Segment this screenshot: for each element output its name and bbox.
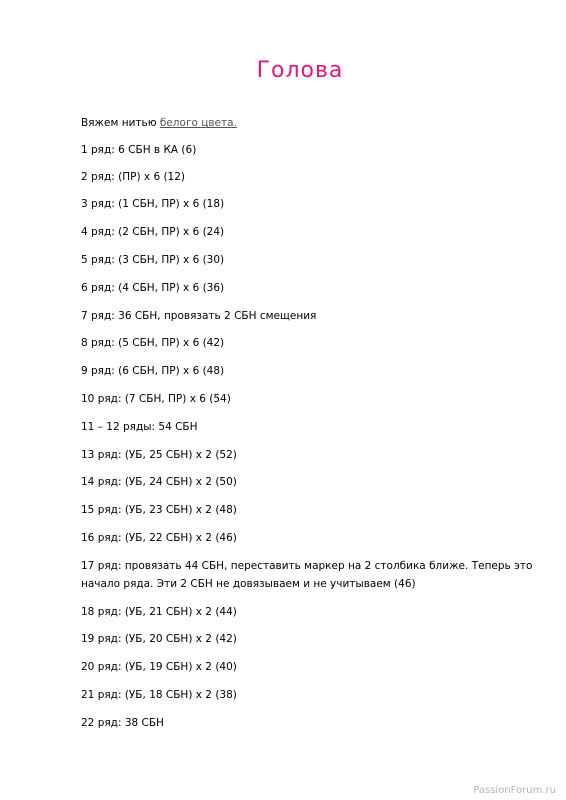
row-20: 20 ряд: (УБ, 19 СБН) х 2 (40): [81, 661, 237, 673]
row-21: 21 ряд: (УБ, 18 СБН) х 2 (38): [81, 689, 237, 701]
intro-line: [81, 114, 531, 132]
page-title: Голова: [256, 58, 344, 83]
row-2: 2 ряд: (ПР) х 6 (12): [81, 171, 186, 183]
row-15: 15 ряд: (УБ, 23 СБН) х 2 (48): [81, 504, 237, 516]
row-19: 19 ряд: (УБ, 20 СБН) х 2 (42): [81, 633, 237, 645]
row-10: 10 ряд: (7 СБН, ПР) х 6 (54): [81, 393, 231, 405]
row-11-12: 11 – 12 ряды: 54 СБН: [81, 421, 198, 433]
row-17-line-2: начало ряда. Эти 2 СБН не довязываем и не учитываем (46): [81, 578, 416, 590]
row-16: 16 ряд: (УБ, 22 СБН) х 2 (46): [81, 532, 237, 544]
row-5: 5 ряд: (3 СБН, ПР) х 6 (30): [81, 254, 225, 266]
row-13: 13 ряд: (УБ, 25 СБН) х 2 (52): [81, 449, 237, 461]
watermark: PassionForum.ru: [473, 785, 556, 796]
row-4: 4 ряд: (2 СБН, ПР) х 6 (24): [81, 226, 225, 238]
row-9: 9 ряд: (6 СБН, ПР) х 6 (48): [81, 365, 225, 377]
row-6: 6 ряд: (4 СБН, ПР) х 6 (36): [81, 282, 225, 294]
row-3: 3 ряд: (1 СБН, ПР) х 6 (18): [81, 198, 225, 210]
row-14: 14 ряд: (УБ, 24 СБН) х 2 (50): [81, 476, 237, 488]
row-18: 18 ряд: (УБ, 21 СБН) х 2 (44): [81, 606, 237, 618]
row-8: 8 ряд: (5 СБН, ПР) х 6 (42): [81, 337, 225, 349]
intro-text: Вяжем нитью: [81, 117, 160, 129]
row-22: 22 ряд: 38 СБН: [81, 717, 164, 729]
row-17-line-1: 17 ряд: провязать 44 СБН, переставить маркер на 2 столбика ближе. Теперь это: [81, 560, 533, 572]
row-7: 7 ряд: 36 СБН, провязать 2 СБН смещения: [81, 310, 317, 322]
row-1: 1 ряд: 6 СБН в КА (6): [81, 144, 197, 156]
color-link[interactable]: белого цвета.: [159, 117, 237, 129]
